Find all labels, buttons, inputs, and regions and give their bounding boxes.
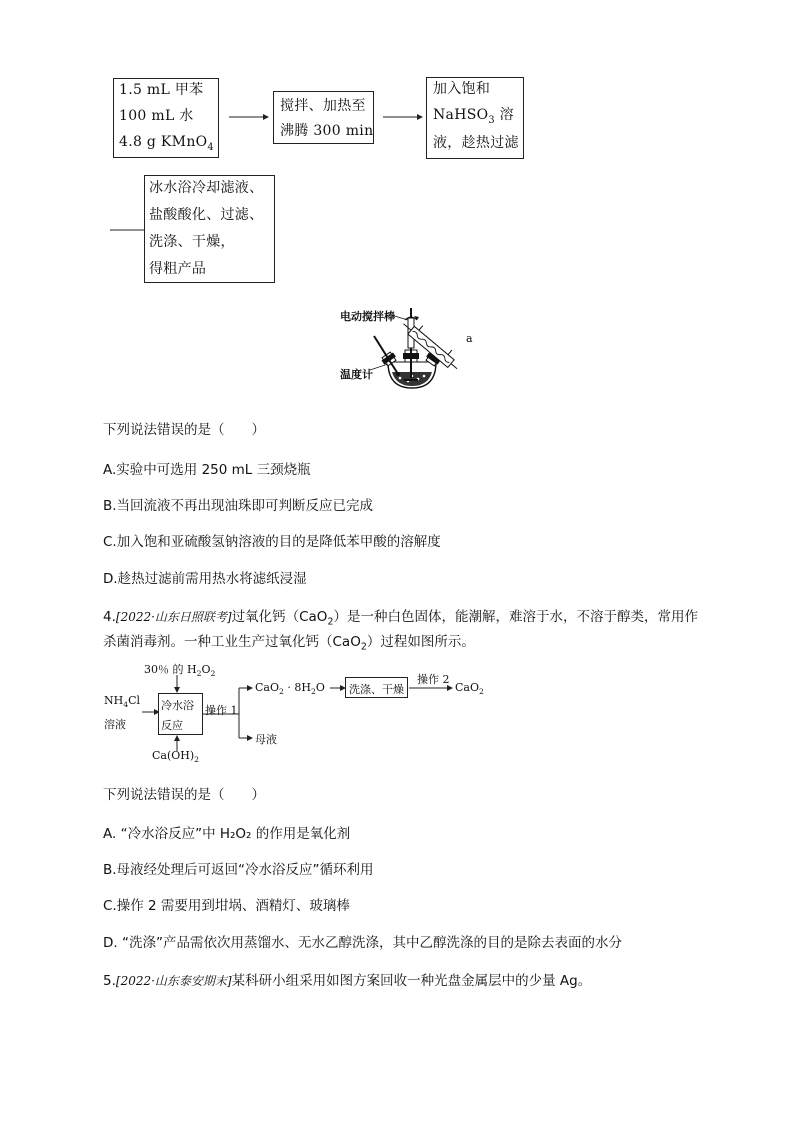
flow-box-stir-heat <box>273 91 374 144</box>
q5-number: 5. <box>103 973 116 989</box>
step-acidify: 盐酸酸化、过滤、 <box>149 207 264 223</box>
q3-option-a[interactable]: A.实验中可选用 250 mL 三颈烧瓶 <box>103 462 311 478</box>
q4-number: 4. <box>103 609 116 625</box>
q4-option-d[interactable]: D. “洗涤”产品需依次用蒸馏水、无水乙醇洗涤，其中乙醇洗涤的目的是除去表面的水分 <box>103 935 622 951</box>
flow2-op2-label: 操作 2 <box>417 673 450 686</box>
flow2-solution-label: 溶液 <box>104 718 126 731</box>
q4-option-b[interactable]: B.母液经处理后可返回“冷水浴反应”循环利用 <box>103 862 374 878</box>
step-wash-dry: 洗涤、干燥， <box>149 234 235 250</box>
stirrer-label: 电动搅拌棒 <box>340 310 395 323</box>
flow2-wash-label: 洗涤、干燥 <box>349 683 404 696</box>
q4-prompt: 下列说法错误的是（ ） <box>103 787 265 803</box>
step-boil: 沸腾 300 min <box>280 123 374 139</box>
q3-option-c[interactable]: C.加入饱和亚硫酸氢钠溶液的目的是降低苯甲酸的溶解度 <box>103 534 441 550</box>
condenser-label: a <box>466 332 473 345</box>
reagent-kmno4: 4.8 g KMnO$_4$ <box>119 134 214 153</box>
thermometer-label: 温度计 <box>340 368 373 381</box>
q4-option-a[interactable]: A. “冷水浴反应”中 H₂O₂ 的作用是氧化剂 <box>103 826 351 842</box>
q5-source: [2022·山东泰安期末] <box>115 974 232 988</box>
flow-arrow-2 <box>383 112 423 122</box>
q4-stem-line1: 4.[2022·山东日照联考]过氧化钙（CaO$_2$）是一种白色固体，能潮解，难溶于水，不溶于醇类，常用作 <box>103 609 698 628</box>
step-add-saturated: 加入饱和 <box>433 81 491 97</box>
q5-stem: 5.[2022·山东泰安期末]某科研小组采用如图方案回收一种光盘金属层中的少量 Ag。 <box>103 973 592 989</box>
flow2-mother-liquor: 母液 <box>255 733 277 746</box>
step-nahso3: NaHSO$_3$ 溶 <box>433 107 514 126</box>
reagent-toluene: 1.5 mL 甲苯 <box>119 82 204 98</box>
q3-prompt: 下列说法错误的是（ ） <box>103 422 265 438</box>
flow2-reactor-line1: 冷水浴 <box>161 699 194 712</box>
flow2-op1-label: 操作 1 <box>205 704 238 717</box>
flow2-nh4cl-input: $NH_4Cl$ <box>104 694 141 710</box>
flow2-cao2-hydrate: $CaO_2 \cdot 8H_2O$ <box>255 681 325 697</box>
step-stir: 搅拌、加热至 <box>280 98 366 114</box>
step-ice-bath: 冰水浴冷却滤液、 <box>149 180 264 196</box>
flow2-wash-box <box>345 677 408 698</box>
flow2-reactor-line2: 反应 <box>161 719 183 732</box>
step-hot-filter: 液，趁热过滤 <box>433 135 519 151</box>
q3-option-d[interactable]: D.趁热过滤前需用热水将滤纸浸湿 <box>103 571 307 587</box>
flow2-final-product: CaO$_2$ <box>455 681 484 697</box>
flow2-arrow-to-wash <box>330 683 346 693</box>
flow-arrow-1 <box>229 112 269 122</box>
flow-box-nahso3 <box>426 77 524 159</box>
q4-source: [2022·山东日照联考] <box>115 610 232 624</box>
flow2-reactor-box <box>158 693 203 735</box>
q3-option-b[interactable]: B.当回流液不再出现油珠即可判断反应已完成 <box>103 498 374 514</box>
flow-box-crude-product <box>144 175 275 283</box>
flow-box-reagents <box>113 78 219 158</box>
flow2-h2o2-input: 30％ 的 $H_2O_2$ <box>144 663 216 679</box>
reagent-water: 100 mL 水 <box>119 108 194 124</box>
step-crude: 得粗产品 <box>149 261 207 277</box>
flow2-caoh2-input: $Ca(OH)_2$ <box>152 749 200 765</box>
q4-stem-line2: 杀菌消毒剂。一种工业生产过氧化钙（CaO$_2$）过程如图所示。 <box>103 634 475 653</box>
q4-option-c[interactable]: C.操作 2 需要用到坩埚、酒精灯、玻璃棒 <box>103 898 350 914</box>
flow2-arrow-down <box>172 675 182 693</box>
